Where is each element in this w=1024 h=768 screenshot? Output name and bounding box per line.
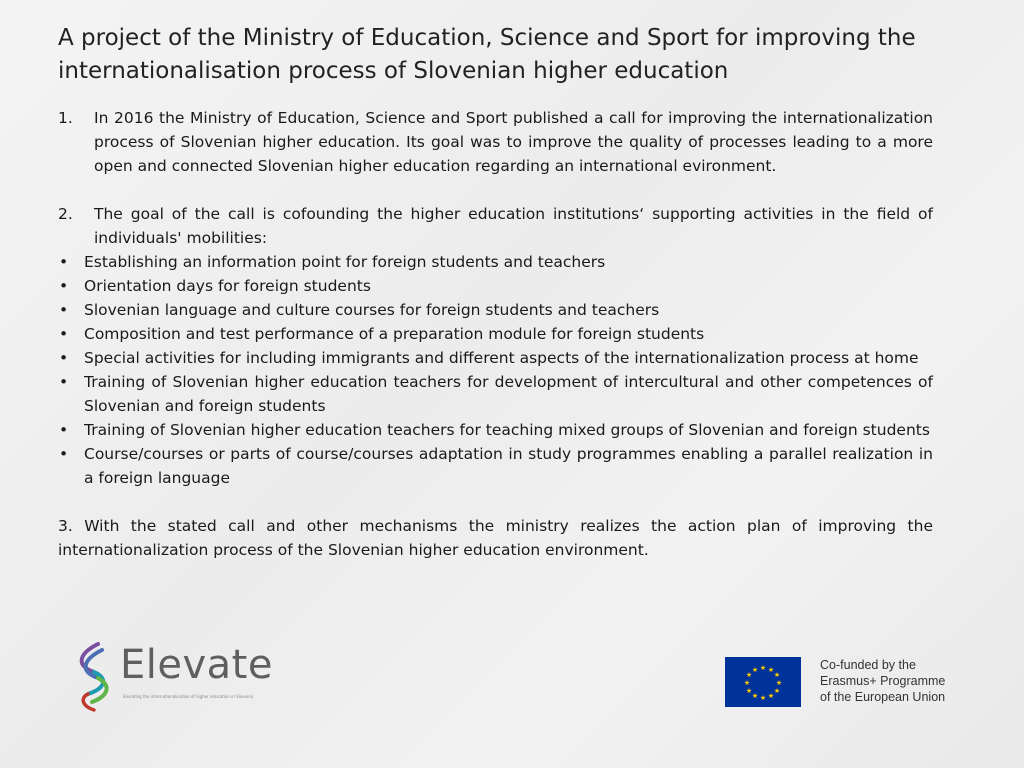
svg-text:★: ★: [767, 666, 775, 674]
list-item: • Course/courses or parts of course/courses adaptation in study programmes enabling a parallel realization in a foreign language: [59, 445, 933, 487]
closing-paragraph: 3. With the stated call and other mechanisms the ministry realizes the action plan of improving the internationalization process of the Slovenian higher education environment.: [58, 517, 933, 559]
list-item: • Establishing an information point for foreign students and teachers: [59, 253, 606, 271]
list-item: • Training of Slovenian higher education teachers for development of intercultural and other competences of Slovenian and foreign students: [59, 373, 933, 415]
slide-content: [58, 106, 933, 562]
svg-text:★: ★: [745, 671, 753, 679]
item-text: The goal of the call is cofounding the higher education institutions‘ supporting activities in the field of individuals' mobilities:: [94, 205, 933, 247]
svg-text:★: ★: [743, 679, 751, 687]
svg-text:★: ★: [773, 687, 781, 695]
svg-text:★: ★: [759, 664, 767, 672]
numbered-item-2: [58, 202, 933, 250]
svg-text:★: ★: [775, 679, 783, 687]
numbered-item-1: [58, 106, 933, 178]
svg-text:★: ★: [773, 671, 781, 679]
logo-wordmark: Elevate: [120, 642, 273, 688]
list-item: • Composition and test performance of a preparation module for foreign students: [59, 325, 705, 343]
list-item: • Orientation days for foreign students: [59, 277, 371, 295]
item-text: In 2016 the Ministry of Education, Science and Sport published a call for improving the internationalization process of Slovenian higher education. Its goal was to improve the quality of processes leading to a more open and connected Slovenian higher education regarding an international evironment.: [94, 109, 933, 175]
svg-text:★: ★: [759, 694, 767, 702]
list-item: • Training of Slovenian higher education teachers for teaching mixed groups of Slovenian and foreign students: [59, 421, 930, 439]
slide-title: A project of the Ministry of Education, Science and Sport for improving the internationalisation process of Slovenian higher education: [58, 25, 916, 84]
svg-text:★: ★: [751, 692, 759, 700]
list-item: • Special activities for including immigrants and different aspects of the internationalization process at home: [59, 349, 919, 367]
svg-text:★: ★: [767, 692, 775, 700]
svg-text:★: ★: [751, 666, 759, 674]
eu-funding-text: Co-funded by the Erasmus+ Programme of the European Union: [820, 658, 946, 704]
bullet-list: [58, 250, 933, 490]
item-number: 2.: [58, 205, 73, 223]
eu-flag-icon: [725, 657, 801, 707]
list-item: • Slovenian language and culture courses for foreign students and teachers: [59, 301, 660, 319]
svg-text:★: ★: [745, 687, 753, 695]
elevate-logo: [68, 640, 278, 712]
item-number: 1.: [58, 109, 73, 127]
logo-tagline: Elevating the internationalisation of higher education in Slovenia: [123, 694, 254, 699]
elevate-swirl-icon: [68, 640, 118, 712]
